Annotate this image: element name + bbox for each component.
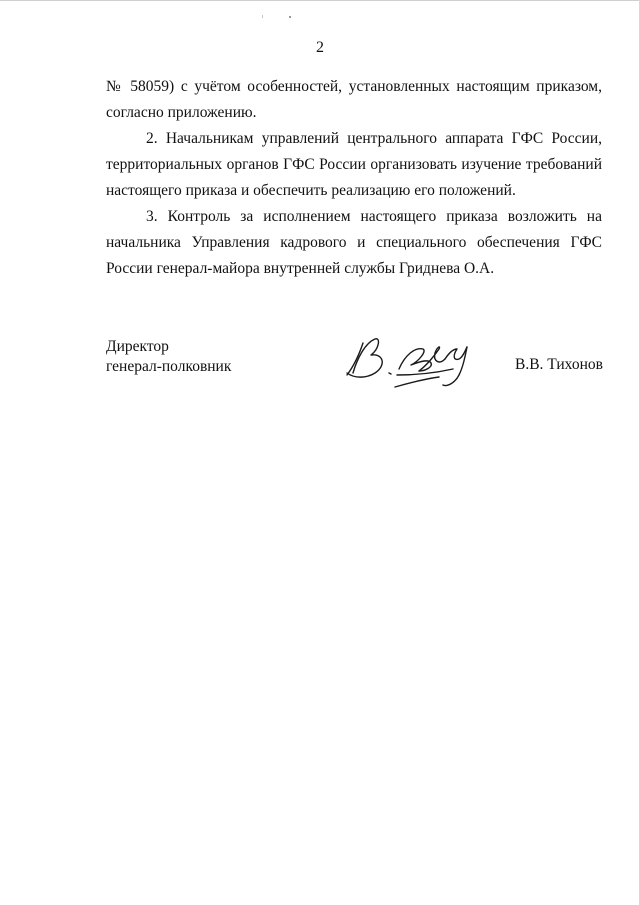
handwritten-signature — [335, 325, 485, 420]
signatory-name: В.В. Тихонов — [515, 356, 603, 373]
signatory-rank: генерал-полковник — [106, 358, 232, 375]
signatory-position: Директор — [106, 338, 169, 355]
paragraph-item-2: 2. Начальникам управлений центрального аппарата ГФС России, территориальных органов ГФС России организовать изучение требований настоящего приказа и обеспечить реализацию его положений. — [106, 130, 602, 199]
scan-speck — [289, 16, 291, 18]
page-top-edge — [0, 0, 640, 1]
signatory-title — [106, 337, 231, 377]
paragraph-item-3: 3. Контроль за исполнением настоящего приказа возложить на начальника Управления кадрового и специального обеспечения ГФС России генерал-майора внутренней службы Гриднева О.А. — [106, 208, 602, 277]
document-body — [106, 74, 602, 282]
paragraph-continuation: № 58059) с учётом особенностей, установленных настоящим приказом, согласно приложению. — [106, 78, 602, 121]
page-number: 2 — [316, 39, 324, 56]
scan-speck — [262, 15, 263, 18]
